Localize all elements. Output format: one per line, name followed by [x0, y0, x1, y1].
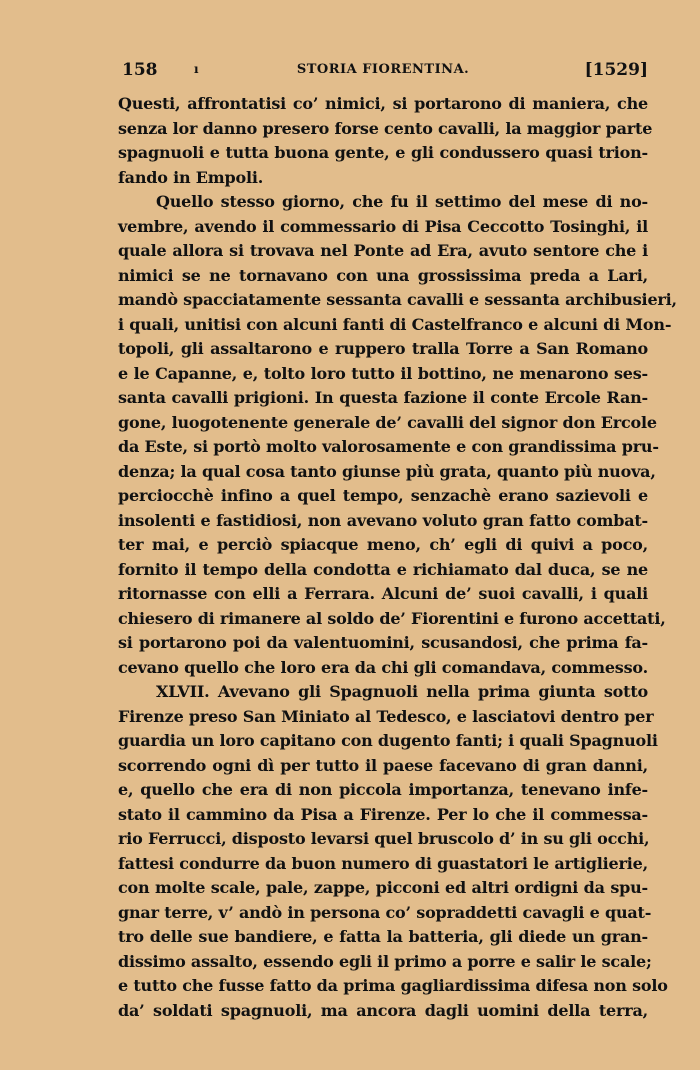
page-number: 158 [122, 60, 158, 80]
running-title: STORIA FIORENTINA. [296, 62, 470, 77]
text-line: e tutto che fusse fatto da prima gagliardissima difesa non solo [118, 976, 668, 995]
text-line: ter mai, e perciò spiacque meno, ch’ egli di quivi a poco, [118, 535, 648, 554]
text-line: scorrendo ogni dì per tutto il paese facevano di gran danni, [118, 755, 648, 775]
text-line: cevano quello che loro era da chi gli comandava, commesso. [118, 657, 648, 677]
text-line: spagnuoli e tutta buona gente, e gli condussero quasi trion- [118, 143, 648, 162]
text-line: gone, luogotenente generale de’ cavalli del signor don Ercole [118, 412, 657, 432]
body-text [118, 92, 677, 1023]
text-line: vembre, avendo il commessario di Pisa Ceccotto Tosinghi, il [118, 216, 648, 236]
text-line: Questi, affrontatisi co’ nimici, si portarono di maniera, che [118, 94, 648, 113]
running-header [118, 60, 648, 86]
text-line: e, quello che era di non piccola importanza, tenevano infe- [118, 780, 648, 799]
text-line: quale allora si trovava nel Ponte ad Era, avuto sentore che i [118, 241, 648, 260]
header-year: [1529] [584, 60, 648, 80]
text-line: mandò spacciatamente sessanta cavalli e sessanta archibusieri, [118, 290, 677, 309]
text-line: i quali, unitisi con alcuni fanti di Castelfranco e alcuni di Mon- [118, 314, 672, 334]
text-line: santa cavalli prigioni. In questa fazione il conte Ercole Ran- [118, 388, 648, 407]
text-line: fattesi condurre da buon numero di guastatori le artiglierie, [118, 853, 648, 873]
text-line: topoli, gli assaltarono e ruppero tralla Torre a San Romano [118, 339, 648, 358]
text-line: rio Ferrucci, disposto levarsi quel bruscolo d’ in su gli occhi, [118, 829, 650, 848]
text-line: da Este, si portò molto valorosamente e con grandissima pru- [118, 437, 659, 456]
header-mark: ı [194, 62, 199, 76]
text-line: gnar terre, v’ andò in persona co’ sopraddetti cavagli e quat- [118, 902, 652, 922]
text-line: dissimo assalto, essendo egli il primo a porre e salir le scale; [118, 951, 652, 971]
text-line: stato il cammino da Pisa a Firenze. Per lo che il commessa- [118, 804, 648, 824]
text-line: insolenti e fastidiosi, non avevano voluto gran fatto combat- [118, 510, 648, 530]
text-line: Firenze preso San Miniato al Tedesco, e lasciatovi dentro per [118, 706, 654, 726]
text-line: Quello stesso giorno, che fu il settimo del mese di no- [156, 192, 648, 211]
text-line: fando in Empoli. [118, 167, 264, 187]
text-line: fornito il tempo della condotta e richiamato dal duca, se ne [118, 559, 648, 579]
text-line: e le Capanne, e, tolto loro tutto il bottino, ne menarono ses- [118, 363, 648, 383]
text-line: da’ soldati spagnuoli, ma ancora dagli uomini della terra, [118, 1000, 648, 1020]
text-line: guardia un loro capitano con dugento fanti; i quali Spagnuoli [118, 731, 658, 750]
text-line: XLVII. Avevano gli Spagnuoli nella prima giunta sotto [156, 682, 648, 701]
text-line: ritornasse con elli a Ferrara. Alcuni de’ suoi cavalli, i quali [118, 584, 648, 603]
text-line: perciocchè infino a quel tempo, senzachè erano sazievoli e [118, 486, 648, 505]
text-line: si portarono poi da valentuomini, scusandosi, che prima fa- [118, 633, 648, 652]
text-line: chiesero di rimanere al soldo de’ Fiorentini e furono accettati, [118, 608, 666, 628]
text-line: senza lor danno presero forse cento cavalli, la maggior parte [118, 118, 653, 138]
text-line: denza; la qual cosa tanto giunse più grata, quanto più nuova, [118, 461, 656, 481]
text-line: tro delle sue bandiere, e fatta la batteria, gli diede un gran- [118, 927, 648, 946]
text-line: con molte scale, pale, zappe, picconi ed altri ordigni da spu- [118, 878, 648, 897]
text-line: nimici se ne tornavano con una grossissima preda a Lari, [118, 265, 648, 285]
book-page [118, 60, 677, 1023]
